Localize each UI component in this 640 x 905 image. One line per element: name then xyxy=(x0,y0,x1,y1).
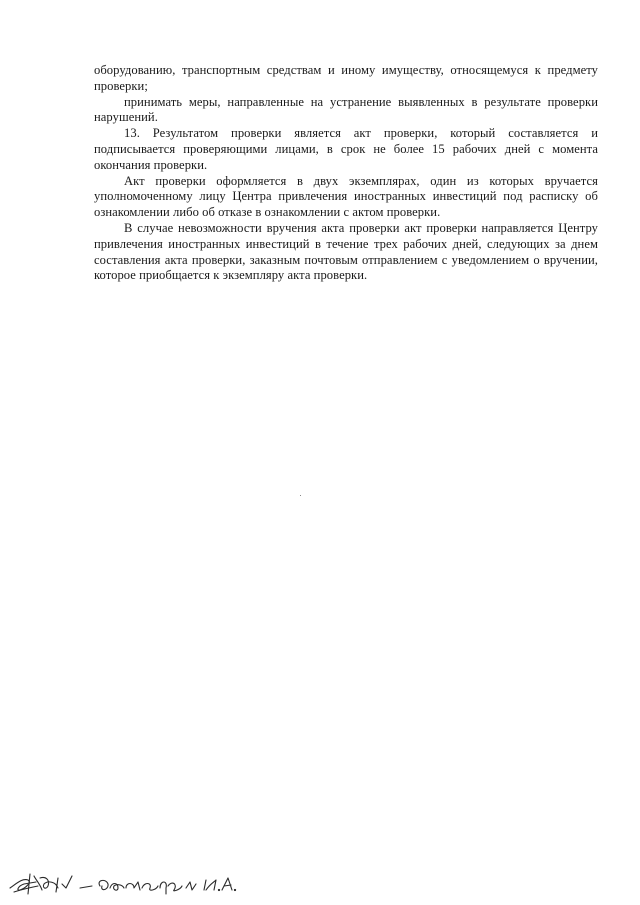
scan-speck xyxy=(300,495,301,496)
paragraph-3: 13. Результатом проверки является акт проверки, который составляется и подписывается проверяющими лицами, в срок не более 15 рабочих дней с момента окончания проверки. xyxy=(94,126,598,172)
paragraph-5: В случае невозможности вручения акта проверки акт проверки направляется Центру привлечения иностранных инвестиций в течение трех рабочих дней, следующих за днем составления акта проверки, заказным почтовым отправлением с уведомлением о вручении, которое приобщается к экземпляру акта проверки. xyxy=(94,220,598,283)
paragraph-2: принимать меры, направленные на устранение выявленных в результате проверки нарушений. xyxy=(94,94,598,125)
paragraph-4: Акт проверки оформляется в двух экземплярах, один из которых вручается уполномоченному лицу Центра привлечения иностранных инвестиций под расписку об ознакомлении либо об отказе в ознакомлении с актом проверки. xyxy=(94,173,598,220)
paragraph-1: оборудованию, транспортным средствам и иному имуществу, относящемуся к предмету проверки; xyxy=(94,63,598,93)
document-body xyxy=(94,63,598,284)
handwritten-signature xyxy=(6,866,246,898)
